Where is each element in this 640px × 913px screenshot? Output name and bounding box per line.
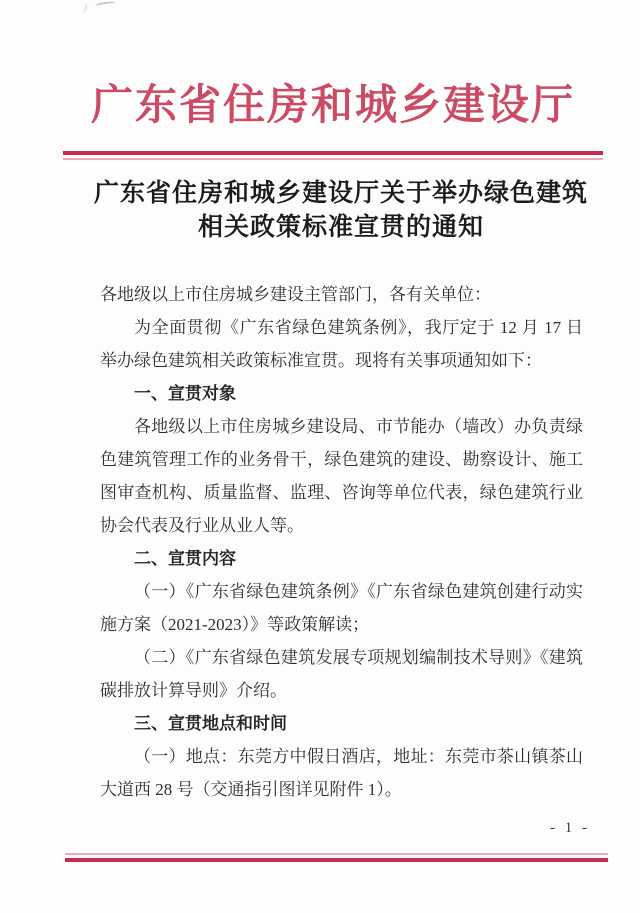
notice-paragraph: （二）《广东省绿色建筑发展专项规划编制技术导则》《建筑碳排放计算导则》介绍。 xyxy=(100,648,583,700)
section-heading-3: 三、宣贯地点和时间 xyxy=(134,714,287,733)
notice-body xyxy=(63,278,583,806)
document-title-line2: 相关政策标准宣贯的通知 xyxy=(197,213,484,241)
section-heading-2: 二、宣贯内容 xyxy=(134,549,236,568)
footer-divider xyxy=(65,853,608,862)
document-content xyxy=(63,0,603,806)
notice-paragraph: 各地级以上市住房城乡建设局、市节能办（墙改）办负责绿色建筑管理工作的业务骨干，绿色建筑的建设、勘察设计、施工图审查机构、质量监督、监理、咨询等单位代表，绿色建筑行业协会代表及行业从业人等。 xyxy=(100,417,583,535)
section-heading-1: 一、宣贯对象 xyxy=(134,384,236,403)
notice-paragraph: （一）地点：东莞方中假日酒店，地址：东莞市茶山镇茶山大道西 28 号（交通指引图详见附件 1）。 xyxy=(100,747,583,799)
letterhead-divider xyxy=(63,151,603,160)
notice-paragraph: 为全面贯彻《广东省绿色建筑条例》，我厅定于 12 月 17 日举办绿色建筑相关政策标准宣贯。现将有关事项通知如下： xyxy=(100,318,583,370)
document-title-line1: 广东省住房和城乡建设厅关于举办绿色建筑 xyxy=(93,179,588,207)
salutation-line: 各地级以上市住房城乡建设主管部门，各有关单位： xyxy=(100,285,491,304)
document-title xyxy=(71,176,611,244)
notice-paragraph: （一）《广东省绿色建筑条例》《广东省绿色建筑创建行动实施方案（2021-2023）》等政策解读； xyxy=(100,582,583,634)
letterhead-org-name: 广东省住房和城乡建设厅 xyxy=(90,83,575,129)
divider-thick-line xyxy=(65,858,608,862)
page-number: - 1 - xyxy=(550,820,590,836)
divider-thin-line xyxy=(63,158,603,160)
